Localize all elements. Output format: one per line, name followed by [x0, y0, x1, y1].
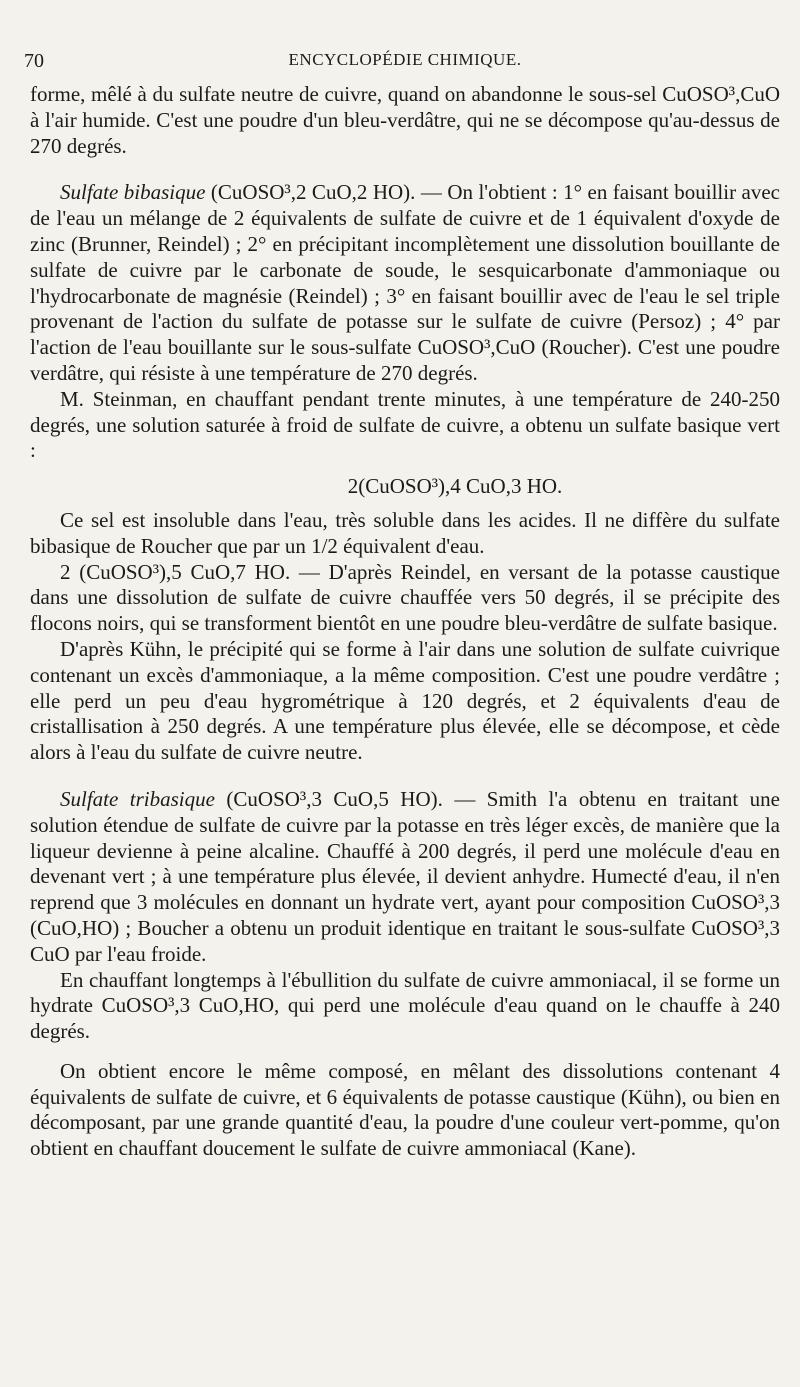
- paragraph-6: D'après Kühn, le précipité qui se forme à l'air dans une solution de sulfate cuivrique contenant un excès d'ammoniaque, a la même composition. C'est une poudre verdâtre ; elle perd un peu d'eau hygrométrique à 120 degrés, et 2 équivalents d'eau de cristallisation à 250 degrés. A une température plus élevée, elle se décompose, et cède alors à l'eau du sulfate de cuivre neutre.: [30, 636, 780, 765]
- section-title-tribasique: Sulfate tribasique: [60, 786, 215, 811]
- paragraph-7-body: (CuOSO³,3 CuO,5 HO). — Smith l'a obtenu en traitant une solution étendue de sulfate de cuivre par la potasse en très léger excès, de manière que la liqueur devienne à peine alcaline. Chauffé à 200 degrés, il perd une molécule d'eau en devenant vert ; à une température plus élevée, il devient anhydre. Humecté d'eau, il n'en reprend que 3 molécules en donnant un hydrate vert, ayant pour composition CuOSO³,3 (CuO,HO) ; Boucher a obtenu un produit identique en traitant le sous-sulfate CuOSO³,3 CuO par l'eau froide.: [30, 786, 780, 966]
- page-number: 70: [24, 50, 44, 72]
- paragraph-3: M. Steinman, en chauffant pendant trente minutes, à une température de 240-250 degrés, une solution saturée à froid de sulfate de cuivre, a obtenu un sulfate basique vert :: [30, 386, 780, 463]
- formula: 2(CuOSO³),4 CuO,3 HO.: [347, 474, 563, 499]
- paragraph-sulfate-tribasique: [30, 787, 780, 968]
- running-title: ENCYCLOPÉDIE CHIMIQUE.: [288, 50, 522, 69]
- paragraph-9: On obtient encore le même composé, en mêlant des dissolutions contenant 4 équivalents de sulfate de cuivre, et 6 équivalents de potasse caustique (Kühn), ou bien en décomposant, par une grande quantité d'eau, la poudre d'une couleur vert-pomme, qu'on obtient en chauffant doucement le sulfate de cuivre ammoniacal (Kane).: [30, 1058, 780, 1161]
- paragraph-4: Ce sel est insoluble dans l'eau, très soluble dans les acides. Il ne diffère du sulfate bibasique de Roucher que par un 1/2 équivalent d'eau.: [30, 507, 780, 558]
- paragraph-8: En chauffant longtemps à l'ébullition du sulfate de cuivre ammoniacal, il se forme un hydrate CuOSO³,3 CuO,HO, qui perd une molécule d'eau quand on le chauffe à 240 degrés.: [30, 967, 780, 1044]
- paragraph-sulfate-bibasique: [30, 180, 780, 386]
- paragraph-2-body: (CuOSO³,2 CuO,2 HO). — On l'obtient : 1° en faisant bouillir avec de l'eau un mélange de 2 équivalents de sulfate de cuivre et de 1 équivalent d'oxyde de zinc (Brunner, Reindel) ; 2° en précipitant incomplètement une dissolution bouillante de sulfate de cuivre par le carbonate de soude, le sesquicarbonate d'ammoniaque ou l'hydrocarbonate de magnésie (Reindel) ; 3° en faisant bouillir avec de l'eau le sel triple provenant de l'action du sulfate de potasse sur le sulfate de cuivre (Persoz) ; 4° par l'action de l'eau bouillante sur le sous-sulfate CuOSO³,CuO (Roucher). C'est une poudre verdâtre, qui résiste à une température de 270 degrés.: [30, 180, 780, 385]
- page-header: [24, 48, 780, 82]
- paragraph-5: 2 (CuOSO³),5 CuO,7 HO. — D'après Reindel, en versant de la potasse caustique dans une dissolution de sulfate de cuivre chauffée vers 50 degrés, il se précipite des flocons noirs, qui se transforment bientôt en une poudre bleu-verdâtre de sulfate basique.: [30, 559, 780, 636]
- section-title-bibasique: Sulfate bibasique: [60, 180, 206, 205]
- paragraph-1: forme, mêlé à du sulfate neutre de cuivre, quand on abandonne le sous-sel CuOSO³,CuO à l'air humide. C'est une poudre d'un bleu-verdâtre, qui ne se décompose qu'au-dessus de 270 degrés.: [30, 82, 780, 158]
- document-page: [24, 48, 780, 1162]
